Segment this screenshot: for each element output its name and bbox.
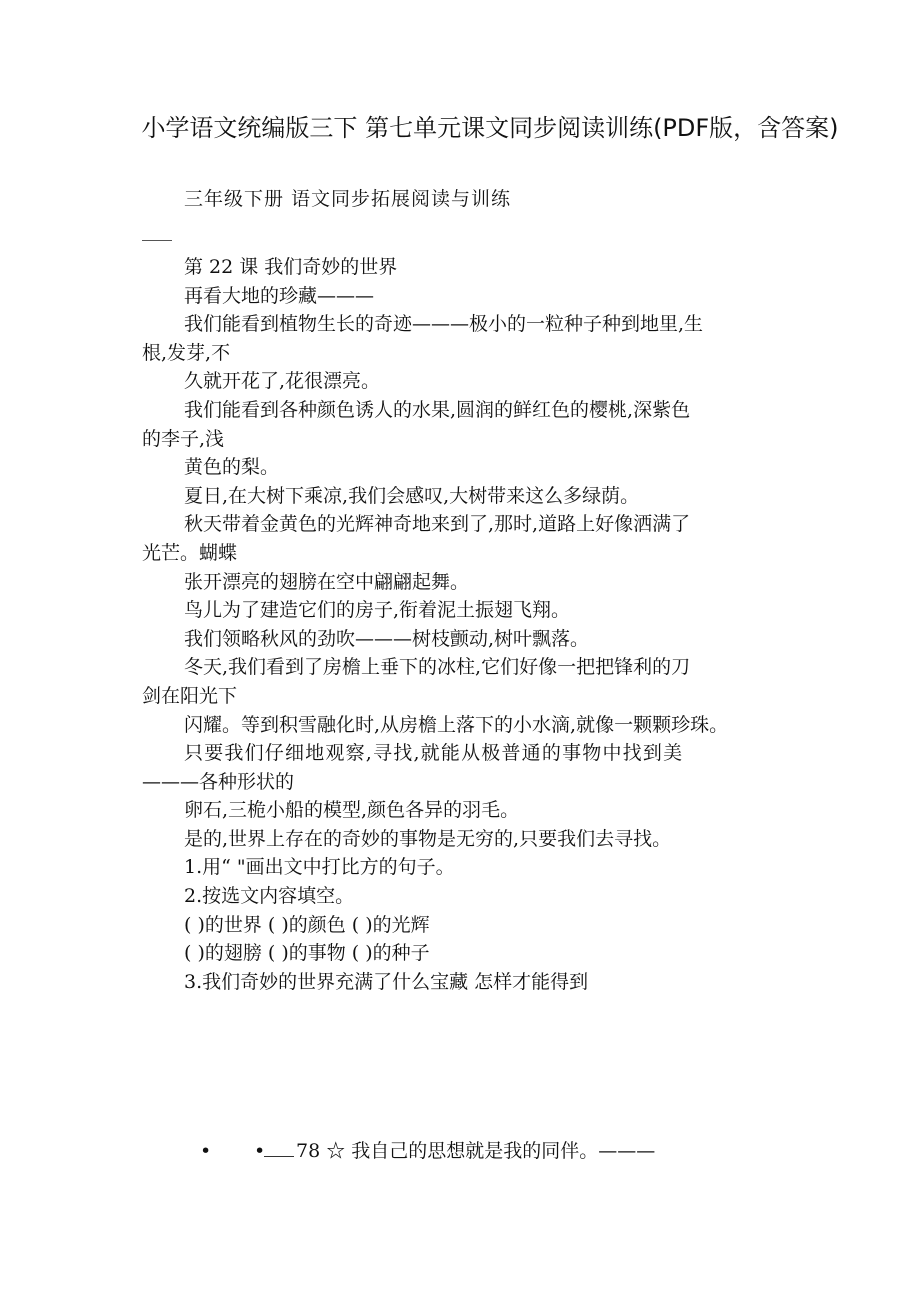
body-line: 是的,世界上存在的奇妙的事物是无穷的,只要我们去寻找。 [184,827,672,850]
body-line: ———各种形状的 [142,770,295,793]
body-line: 我们领略秋风的劲吹———树枝颤动,树叶飘落。 [184,627,590,650]
body-line: 光芒。蝴蝶 [142,541,238,564]
body-line: 我们能看到植物生长的奇迹———极小的一粒种子种到地里,生 [184,313,704,336]
body-line: 卵石,三桅小船的模型,颜色各异的羽毛。 [184,799,520,822]
page-footer [200,1137,655,1165]
body-line: 再看大地的珍藏——— [184,284,375,307]
body-line: 根,发芽,不 [142,341,231,364]
page-number: 78 [296,1140,321,1162]
body-line: 2.按选文内容填空。 [184,885,355,908]
document-body [142,253,782,996]
body-line: 闪耀。等到积雪融化时,从房檐上落下的小水滴,就像一颗颗珍珠。 [184,713,729,736]
body-line: 我们能看到各种颜色诱人的水果,圆润的鲜红色的樱桃,深紫色 [184,398,691,421]
body-line: 鸟儿为了建造它们的房子,衔着泥土振翅飞翔。 [184,599,571,622]
body-line: ( )的翅膀 ( )的事物 ( )的种子 [184,942,430,965]
document-title: 小学语文统编版三下 第七单元课文同步阅读训练(PDF版，含答案) [141,114,839,142]
body-line: 久就开花了,花很漂亮。 [184,370,381,393]
body-line: 的李子,浅 [142,427,225,450]
footer-underline [264,1138,294,1157]
body-line: 秋天带着金黄色的光辉神奇地来到了,那时,道路上好像洒满了 [184,513,691,536]
footer-quote: 我自己的思想就是我的同伴。——— [351,1140,656,1162]
footer-bullet: • [200,1140,212,1162]
body-line: 黄色的梨。 [184,456,280,479]
body-line: 冬天,我们看到了房檐上垂下的冰柱,它们好像一把把锋利的刀 [184,656,691,679]
body-line: 张开漂亮的翅膀在空中翩翩起舞。 [184,570,470,593]
star-icon: ☆ [326,1140,346,1162]
body-line: ( )的世界 ( )的颜色 ( )的光辉 [184,913,430,936]
body-line: 剑在阳光下 [142,684,238,707]
body-line: 3.我们奇妙的世界充满了什么宝藏 怎样才能得到 [184,970,589,993]
body-line: 1.用“ "画出文中打比方的句子。 [184,856,455,879]
header-rule [142,240,172,241]
document-subtitle: 三年级下册 语文同步拓展阅读与训练 [184,188,512,210]
body-line: 夏日,在大树下乘凉,我们会感叹,大树带来这么多绿荫。 [184,484,640,507]
body-line: 只要我们仔细地观察,寻找,就能从极普通的事物中找到美 [184,742,684,765]
footer-bullet: • [254,1140,266,1162]
body-line: 第 22 课 我们奇妙的世界 [184,256,398,278]
